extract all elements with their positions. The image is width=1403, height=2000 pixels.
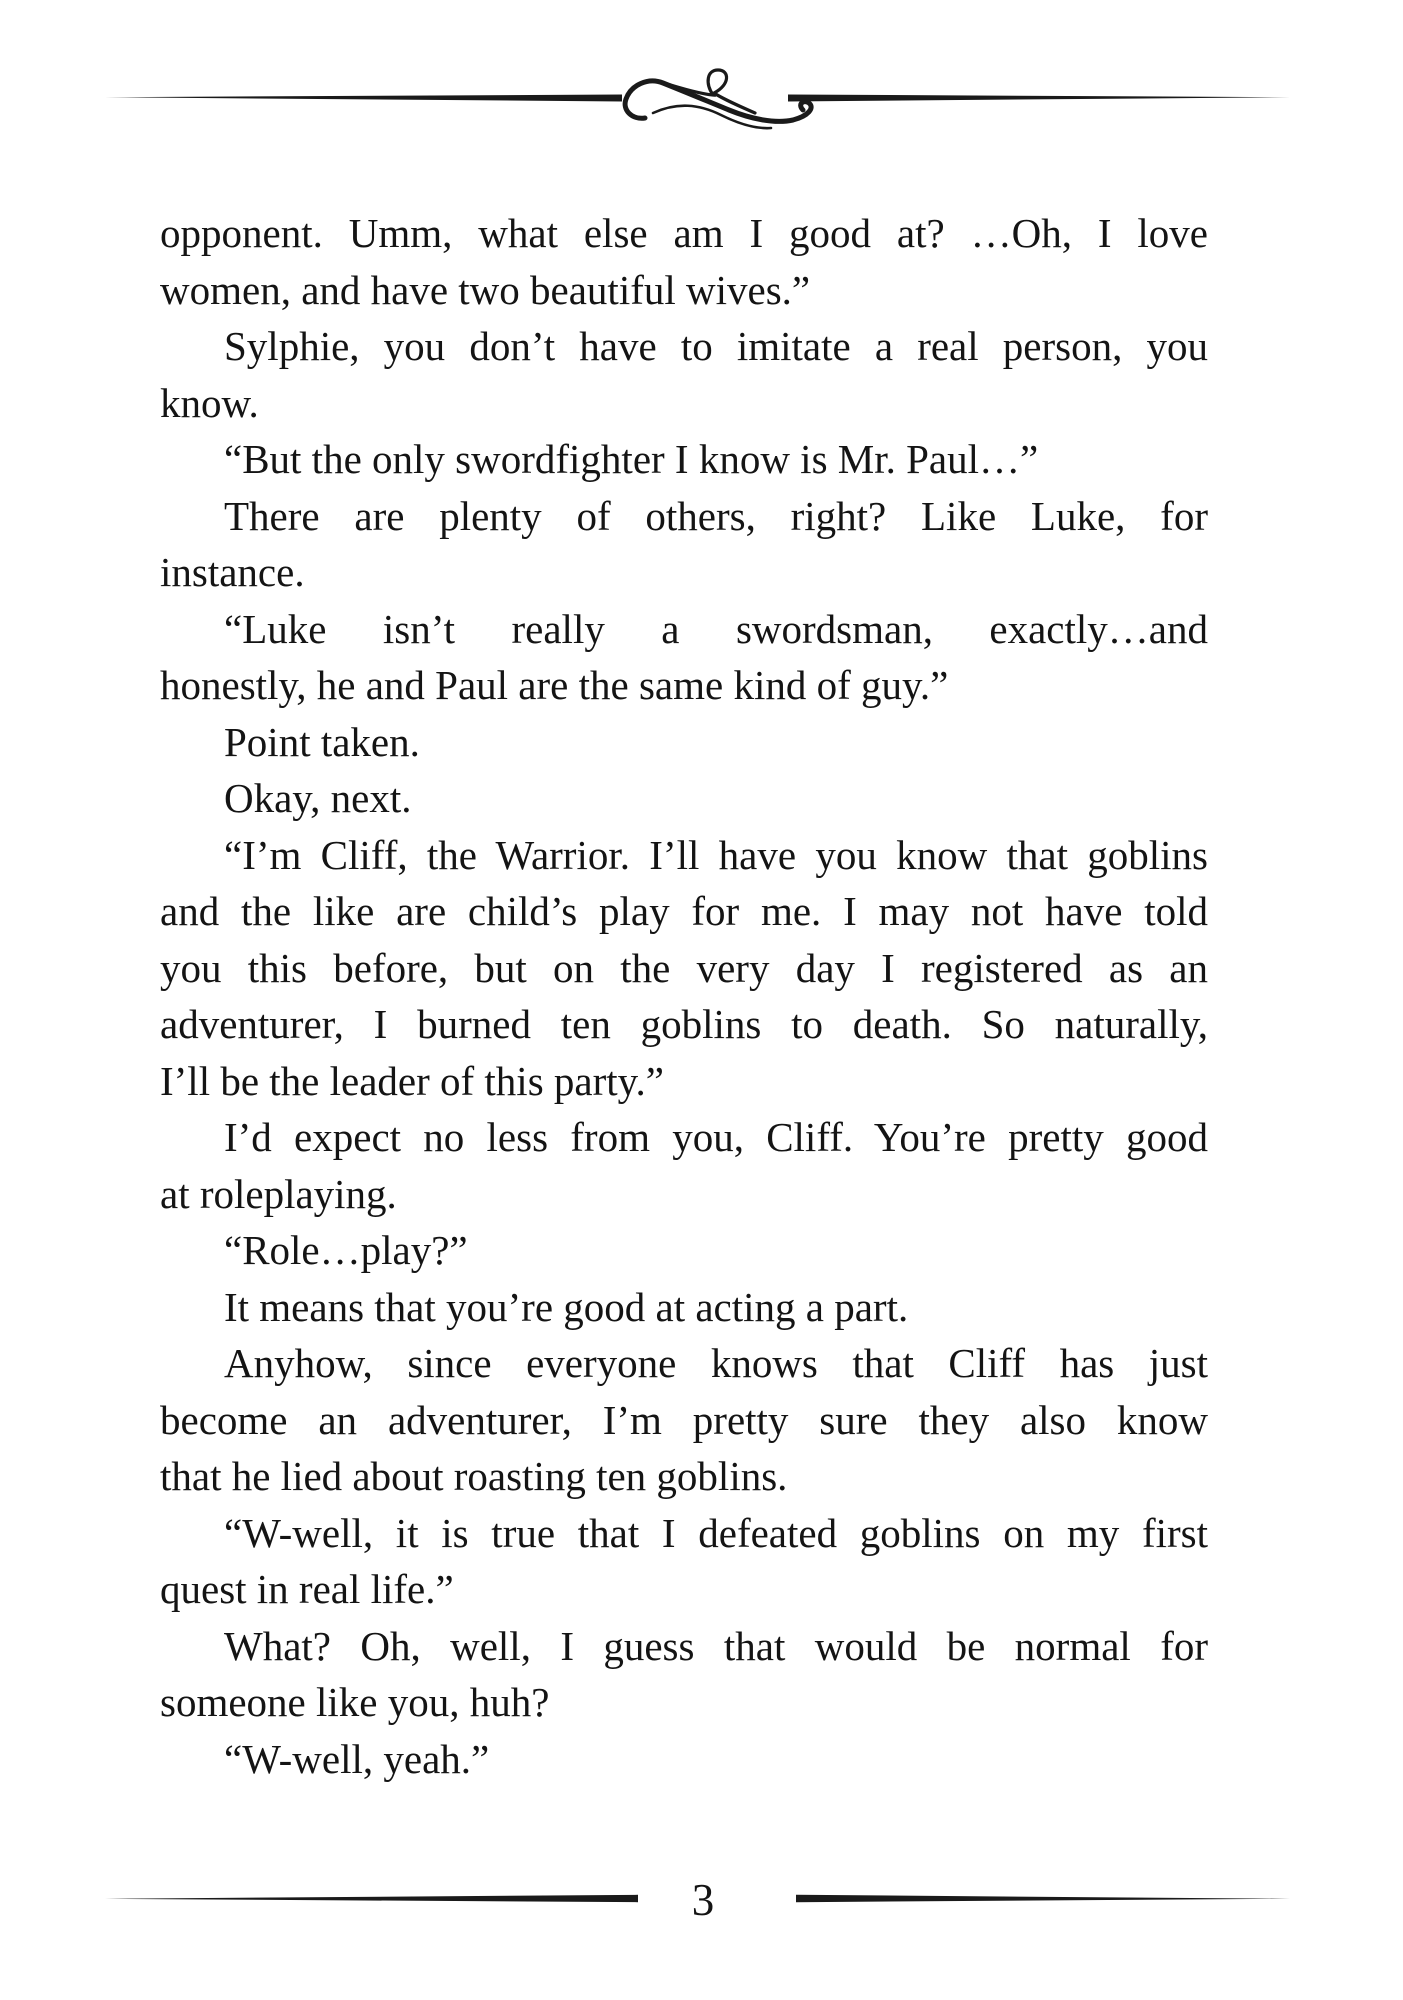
paragraph: [160, 1335, 1208, 1505]
page-number: 3: [691, 1875, 715, 1925]
text-line: “W-well, yeah.”: [224, 1735, 490, 1782]
header-divider: [105, 58, 1290, 142]
paragraph: [160, 601, 1208, 714]
paragraph: [160, 1505, 1208, 1618]
text-line: “W-well, it is true that I defeated goblins on my first: [224, 1509, 1208, 1556]
text-line: It means that you’re good at acting a part.: [224, 1283, 909, 1330]
paragraph: [160, 431, 1208, 488]
paragraph: [160, 205, 1208, 318]
text-line: that he lied about roasting ten goblins.: [160, 1453, 788, 1499]
header-rule-left-line: [105, 95, 622, 102]
text-line: Point taken.: [224, 718, 420, 765]
text-line: I’ll be the leader of this party.”: [160, 1057, 664, 1104]
text-line: I’d expect no less from you, Cliff. You’re pretty good: [224, 1114, 1208, 1160]
paragraph: [160, 1618, 1208, 1731]
text-line: you this before, but on the very day I registered as an: [160, 944, 1208, 991]
footer-rule-left-line: [105, 1876, 640, 1920]
page-text: [160, 205, 1208, 1787]
text-line: “Role…play?”: [224, 1227, 468, 1273]
footer-rule-right-line: [796, 1876, 1290, 1920]
text-line: “But the only swordfighter I know is Mr. Paul…”: [224, 436, 1039, 482]
paragraph: [160, 1109, 1208, 1222]
paragraph: [160, 770, 1208, 827]
text-line: quest in real life.”: [160, 1566, 454, 1612]
text-line: and the like are child’s play for me. I may not have told: [160, 888, 1208, 934]
text-line: women, and have two beautiful wives.”: [160, 266, 811, 313]
text-line: Okay, next.: [224, 775, 412, 821]
text-line: honestly, he and Paul are the same kind of guy.”: [160, 662, 949, 708]
text-line: There are plenty of others, right? Like Luke, for: [224, 492, 1208, 539]
text-line: someone like you, huh?: [160, 1679, 550, 1725]
text-line: Sylphie, you don’t have to imitate a real person, you: [224, 323, 1208, 369]
paragraph: [160, 488, 1208, 601]
text-line: What? Oh, well, I guess that would be normal for: [224, 1622, 1208, 1669]
text-line: “I’m Cliff, the Warrior. I’ll have you know that goblins: [224, 831, 1208, 878]
paragraph: [160, 1279, 1208, 1336]
paragraph: [160, 1222, 1208, 1279]
paragraph: [160, 827, 1208, 1110]
text-line: instance.: [160, 549, 305, 595]
text-line: become an adventurer, I’m pretty sure they also know: [160, 1396, 1208, 1443]
text-line: Anyhow, since everyone knows that Cliff has just: [224, 1340, 1208, 1386]
text-line: “Luke isn’t really a swordsman, exactly…and: [224, 605, 1208, 652]
header-rule-right-line: [788, 95, 1290, 102]
flourish-ornament-icon: [625, 70, 811, 128]
text-line: opponent. Umm, what else am I good at? …Oh, I love: [160, 210, 1208, 256]
paragraph: [160, 714, 1208, 771]
paragraph: [160, 318, 1208, 431]
text-line: adventurer, I burned ten goblins to death. So naturally,: [160, 1001, 1208, 1047]
text-line: know.: [160, 379, 259, 426]
text-line: at roleplaying.: [160, 1170, 397, 1217]
paragraph: [160, 1731, 1208, 1788]
